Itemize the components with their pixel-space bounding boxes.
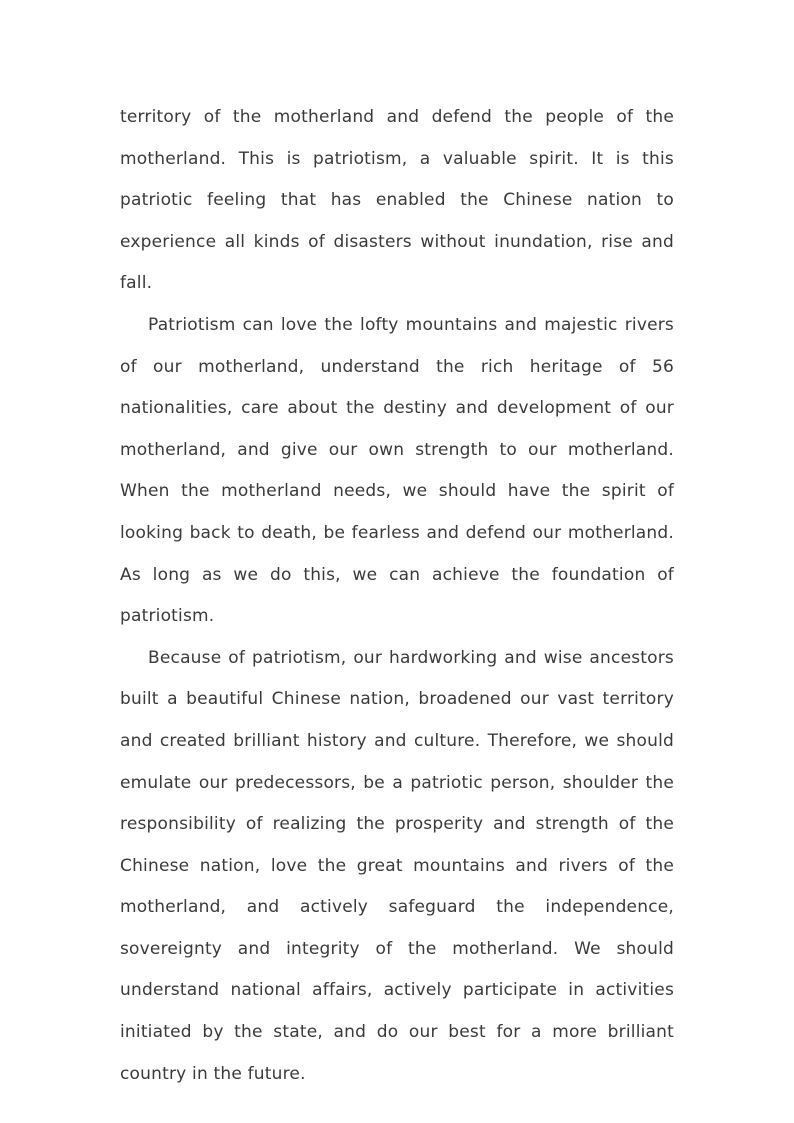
document-page bbox=[120, 97, 674, 1095]
paragraph-continuation: territory of the motherland and defend the people of the motherland. This is patriotism, a valuable spirit. It is this patriotic feeling that has enabled the Chinese nation to experience all kinds of disasters without inundation, rise and fall. bbox=[120, 107, 674, 294]
paragraph-patriotism-love: Patriotism can love the lofty mountains and majestic rivers of our motherland, understand the rich heritage of 56 nationalities, care about the destiny and development of our motherland, and give our own strength to our motherland. When the motherland needs, we should have the spirit of looking back to death, be fearless and defend our motherland. As long as we do this, we can achieve the foundation of patriotism. bbox=[120, 314, 674, 627]
paragraph-ancestors: Because of patriotism, our hardworking and wise ancestors built a beautiful Chinese nation, broadened our vast territory and created brilliant history and culture. Therefore, we should emulate our predecessors, be a patriotic person, shoulder the responsibility of realizing the prosperity and strength of the Chinese nation, love the great mountains and rivers of the motherland, and actively safeguard the independence, sovereignty and integrity of the motherland. We should understand national affairs, actively participate in activities initiated by the state, and do our best for a more brilliant country in the future. bbox=[120, 647, 674, 1084]
